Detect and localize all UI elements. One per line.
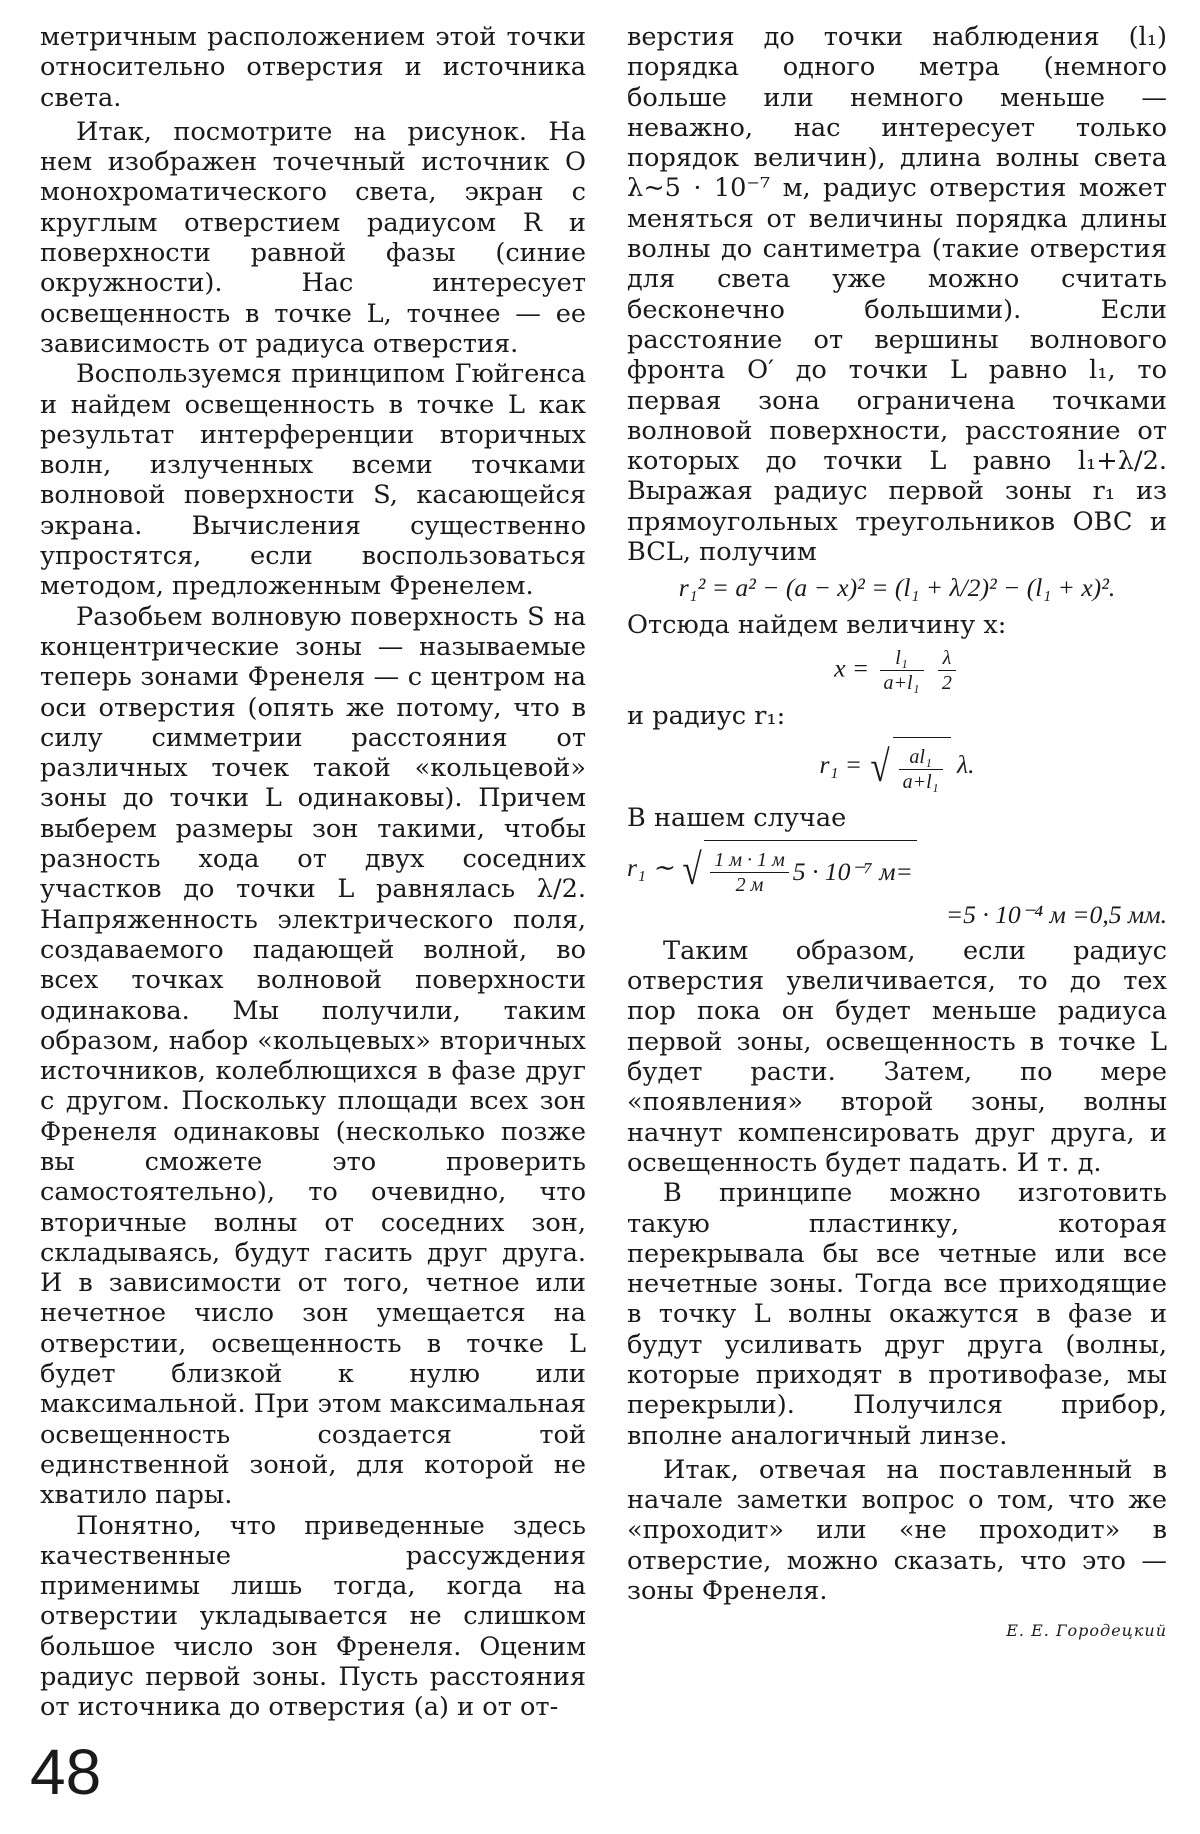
fraction (938, 646, 956, 695)
denominator: 2 м (710, 872, 789, 897)
paragraph: Разобьем волновую поверхность S на концентрические зоны — называемые теперь зонами Френеля — с центром на оси отверстия (опять же потому, что в силу симметрии расстояния от различных точек такой «кольцевой» зоны до точки L одинаковы). Причем выберем размеры зон такими, чтобы разность хода от двух соседних участков до точки L равнялась λ/2. Напряженность электрического поля, создаваемого падающей волной, во всех точках волновой поверхности одинакова. Мы получили, таким образом, набор «кольцевых» вторичных источников, колеблющихся в фазе друг с другом. Поскольку площади всех зон Френеля одинаковы (несколько позже вы сможете это проверить самостоятельно), то очевидно, что вторичные волны от соседних зон, складываясь, будут гасить друг друга. И в зависимости от того, четное или нечетное число зон умещается на отверстии, освещенность в точке L будет близкой к нулю или максимальной. При этом максимальная освещенность создается той единственной зоной, для которой не хватило пары. (40, 601, 586, 1511)
paragraph: Таким образом, если радиус отверстия увеличивается, то до тех пор пока он будет меньше радиуса первой зоны, освещенность в точке L будет расти. Затем, по мере «появления» второй зоны, волны начнут компенсировать друг друга, и освещенность будет падать. И т. д. (627, 935, 1167, 1178)
numerator: λ (942, 646, 952, 669)
denominator: a+l₁ (880, 670, 924, 695)
denominator: a+l₁ (899, 769, 943, 794)
equation-lhs: r₁ ∼ (627, 852, 674, 882)
equation-lhs: r₁ = (819, 750, 863, 780)
paragraph: Отсюда найдем величину x: (627, 609, 1007, 640)
equation-r1 (627, 737, 1167, 797)
square-root (868, 737, 950, 797)
fraction (899, 745, 943, 794)
numerator: 1 м · 1 м (714, 848, 785, 871)
numerator: al₁ (909, 746, 932, 769)
equation-tail: 5 · 10⁻⁷ м= (792, 856, 913, 886)
paragraph: Итак, отвечая на поставленный в начале заметки вопрос о том, что же «проходит» или «не проходит» в отверстие, можно сказать, что это — зоны Френеля. (627, 1454, 1167, 1607)
fraction (710, 848, 789, 897)
equation-x (627, 646, 1167, 695)
radical-sign-icon: √ (870, 742, 891, 792)
paragraph: и радиус r₁: (627, 700, 786, 731)
paragraph: В нашем случае (627, 803, 847, 834)
equation-tail: λ. (957, 750, 975, 780)
radicand (893, 737, 951, 797)
equation-estimate (627, 840, 1167, 930)
left-column (40, 22, 586, 1723)
radicand (704, 840, 917, 900)
square-root (680, 840, 917, 900)
paragraph: В принципе можно изготовить такую пластинку, которая перекрывала бы все четные или все нечетные зоны. Тогда все приходящие в точку L волны окажутся в фазе и будут усиливать друг друга (волны, которые приходят в противофазе, мы перекрыли). Получился прибор, вполне аналогичный линзе. (627, 1178, 1167, 1451)
fraction (880, 646, 924, 695)
author-signature: Е. Е. Городецкий (1006, 1621, 1167, 1641)
right-column (627, 22, 1167, 1647)
page-number: 48 (30, 1736, 102, 1808)
equation-zone-radius: r₁² = a² − (a − x)² = (l₁ + λ/2)² − (l₁ + x)². (678, 573, 1116, 603)
paragraph: Воспользуемся принципом Гюйгенса и найдем освещенность в точке L как результат интерференции вторичных волн, излученных всеми точками волновой поверхности S, касающейся экрана. Вычисления существенно упростятся, если воспользоваться методом, предложенным Френелем. (40, 359, 586, 602)
equation-lhs: x = (834, 653, 870, 683)
paragraph: Понятно, что приведенные здесь качественные рассуждения применимы лишь тогда, когда на отверстии укладывается не слишком большое число зон Френеля. Оценим радиус первой зоны. Пусть расстояния от источника до отверстия (a) и от от- (40, 1510, 586, 1723)
radical-sign-icon: √ (682, 844, 702, 894)
denominator: 2 (938, 670, 956, 695)
equation-result: =5 · 10⁻⁴ м =0,5 мм. (945, 899, 1167, 929)
equation-line (627, 840, 1167, 900)
paragraph: Итак, посмотрите на рисунок. На нем изображен точечный источник O монохроматического света, экран с круглым отверстием радиусом R и поверхности равной фазы (синие окружности). Нас интересует освещенность в точке L, точнее — ее зависимость от радиуса отверстия. (40, 116, 586, 359)
paragraph: метричным расположением этой точки относительно отверстия и источника света. (40, 22, 586, 113)
paragraph: верстия до точки наблюдения (l₁) порядка одного метра (немного больше или немного меньше — неважно, нас интересует только порядок величин), длина волны света λ∼5 · 10⁻⁷ м, радиус отверстия может меняться от величины порядка длины волны до сантиметра (такие отверстия для света уже можно считать бесконечно большими). Если расстояние от вершины волнового фронта O′ до точки L равно l₁, то первая зона ограничена точками волновой поверхности, расстояние от которых до точки L равно l₁+λ/2. Выражая радиус первой зоны r₁ из прямоугольных треугольников OBC и BCL, получим (627, 22, 1167, 568)
numerator: l₁ (895, 646, 908, 669)
